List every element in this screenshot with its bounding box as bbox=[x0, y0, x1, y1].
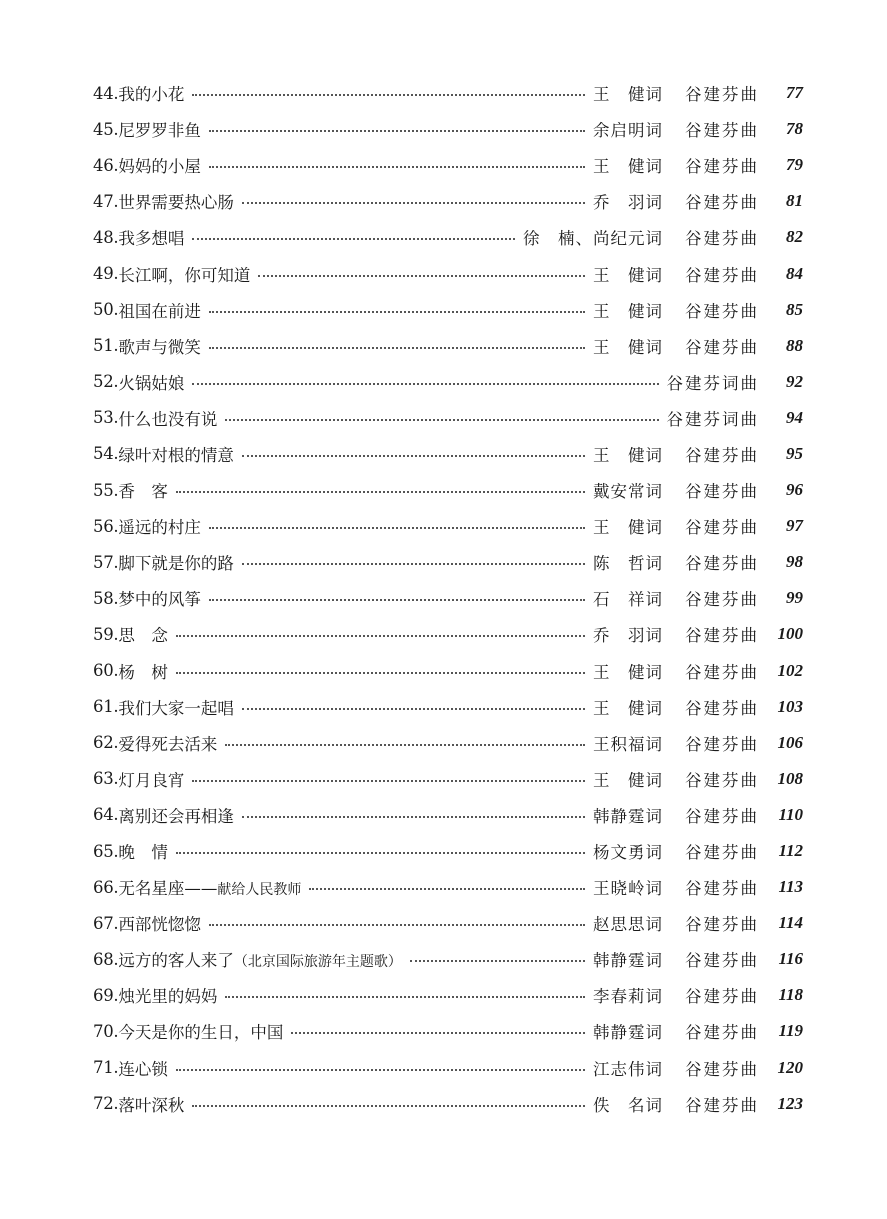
entry-number: 44. bbox=[93, 83, 119, 103]
entry-number: 56. bbox=[93, 516, 119, 536]
song-title bbox=[118, 983, 217, 1007]
lyrics-and-music-credit: 谷建芬词曲 bbox=[666, 409, 759, 429]
composer-credit: 谷建芬曲 bbox=[685, 85, 759, 105]
song-title-text: 今天是你的生日，中国 bbox=[118, 1023, 284, 1043]
song-title bbox=[118, 875, 301, 899]
song-credits bbox=[593, 695, 759, 719]
song-title-text: 我的小花 bbox=[118, 85, 185, 105]
entry-number: 52. bbox=[93, 372, 119, 392]
song-title bbox=[118, 695, 234, 719]
song-title bbox=[118, 153, 201, 177]
toc-entry[interactable] bbox=[93, 689, 803, 725]
song-title-text: 遥远的村庄 bbox=[118, 518, 201, 538]
song-title-text: 远方的客人来了 bbox=[118, 951, 234, 971]
song-title bbox=[118, 731, 217, 755]
dot-leader bbox=[291, 1032, 585, 1034]
toc-entry[interactable] bbox=[93, 797, 803, 833]
song-title-text: 歌声与微笑 bbox=[118, 337, 201, 357]
dot-leader bbox=[192, 780, 585, 782]
dot-leader bbox=[410, 960, 585, 962]
composer-credit: 谷建芬曲 bbox=[685, 626, 759, 646]
song-title bbox=[118, 1019, 283, 1043]
dot-leader bbox=[192, 383, 658, 385]
entry-number: 72. bbox=[93, 1094, 119, 1114]
dot-leader bbox=[176, 491, 585, 493]
song-credits bbox=[593, 189, 759, 213]
song-title bbox=[118, 81, 184, 105]
song-credits bbox=[593, 767, 759, 791]
toc-entry[interactable] bbox=[93, 400, 803, 436]
song-title-text: 妈妈的小屋 bbox=[118, 157, 201, 177]
song-title bbox=[118, 117, 201, 141]
toc-entry[interactable] bbox=[93, 292, 803, 328]
song-credits bbox=[593, 1056, 759, 1080]
song-title-text: 长江啊，你可知道 bbox=[118, 265, 251, 285]
composer-credit: 谷建芬曲 bbox=[685, 843, 759, 863]
dot-leader bbox=[176, 672, 585, 674]
lyricist-credit: 王 健词 bbox=[593, 85, 663, 105]
page-number: 116 bbox=[778, 949, 803, 969]
song-title bbox=[118, 406, 217, 430]
song-title-text: 爱得死去活来 bbox=[118, 734, 218, 754]
toc-entry[interactable] bbox=[93, 725, 803, 761]
lyricist-credit: 陈 哲词 bbox=[593, 554, 663, 574]
entry-number: 69. bbox=[93, 985, 119, 1005]
song-credits bbox=[593, 586, 759, 610]
song-title-text: 梦中的风筝 bbox=[118, 590, 201, 610]
dot-leader bbox=[192, 94, 585, 96]
song-title bbox=[118, 1056, 168, 1080]
song-credits bbox=[593, 875, 759, 899]
song-title bbox=[118, 659, 168, 683]
composer-credit: 谷建芬曲 bbox=[685, 554, 759, 574]
dot-leader bbox=[209, 311, 585, 313]
lyricist-credit: 王 健词 bbox=[593, 698, 663, 718]
entry-number: 59. bbox=[93, 624, 119, 644]
toc-entry[interactable] bbox=[93, 75, 803, 111]
toc-entry[interactable] bbox=[93, 977, 803, 1013]
composer-credit: 谷建芬曲 bbox=[685, 987, 759, 1007]
page-number: 118 bbox=[778, 985, 803, 1005]
toc-entry[interactable] bbox=[93, 616, 803, 652]
lyricist-credit: 王积福词 bbox=[593, 734, 663, 754]
page-number: 102 bbox=[777, 660, 803, 680]
toc-entry[interactable] bbox=[93, 869, 803, 905]
toc-entry[interactable] bbox=[93, 183, 803, 219]
song-subtitle: 献给人民教师 bbox=[217, 882, 302, 899]
toc-entry[interactable] bbox=[93, 364, 803, 400]
entry-number: 60. bbox=[93, 661, 119, 681]
page-number: 97 bbox=[786, 516, 803, 536]
lyricist-credit: 赵思思词 bbox=[593, 915, 663, 935]
page-number: 88 bbox=[786, 335, 803, 355]
song-title-text: 烛光里的妈妈 bbox=[118, 987, 218, 1007]
song-title bbox=[118, 767, 184, 791]
song-credits bbox=[593, 478, 759, 502]
song-title-text: 连心锁 bbox=[118, 1059, 168, 1079]
page-number: 78 bbox=[786, 119, 803, 139]
song-title-text: 思 念 bbox=[118, 626, 168, 646]
composer-credit: 谷建芬曲 bbox=[685, 229, 759, 249]
entry-number: 48. bbox=[93, 227, 119, 247]
song-title-text: 晚 情 bbox=[118, 843, 168, 863]
page-number: 96 bbox=[786, 480, 803, 500]
dot-leader bbox=[242, 455, 585, 457]
composer-credit: 谷建芬曲 bbox=[685, 590, 759, 610]
page-number: 103 bbox=[777, 696, 803, 716]
lyricist-credit: 王 健词 bbox=[593, 662, 663, 682]
composer-credit: 谷建芬曲 bbox=[685, 1095, 759, 1115]
page-number: 94 bbox=[786, 407, 803, 427]
toc-entry[interactable] bbox=[93, 219, 803, 255]
page-number: 81 bbox=[786, 191, 803, 211]
song-title bbox=[118, 262, 250, 286]
song-credits bbox=[593, 947, 759, 971]
entry-number: 46. bbox=[93, 155, 119, 175]
toc-entry[interactable] bbox=[93, 472, 803, 508]
toc-entry[interactable] bbox=[93, 905, 803, 941]
composer-credit: 谷建芬曲 bbox=[685, 734, 759, 754]
entry-number: 58. bbox=[93, 588, 119, 608]
entry-number: 47. bbox=[93, 191, 119, 211]
dot-leader bbox=[225, 419, 658, 421]
composer-credit: 谷建芬曲 bbox=[685, 879, 759, 899]
entry-number: 61. bbox=[93, 697, 119, 717]
dot-leader bbox=[209, 347, 585, 349]
song-credits bbox=[593, 262, 759, 286]
song-credits bbox=[593, 1019, 759, 1043]
entry-number: 70. bbox=[93, 1021, 119, 1041]
song-credits bbox=[593, 659, 759, 683]
song-title bbox=[118, 550, 234, 574]
toc-entry[interactable] bbox=[93, 544, 803, 580]
lyricist-credit: 王 健词 bbox=[593, 445, 663, 465]
page-number: 98 bbox=[786, 552, 803, 572]
toc-entry[interactable] bbox=[93, 941, 803, 977]
song-credits bbox=[593, 803, 759, 827]
composer-credit: 谷建芬曲 bbox=[685, 482, 759, 502]
composer-credit: 谷建芬曲 bbox=[685, 1023, 759, 1043]
song-credits bbox=[593, 911, 759, 935]
song-title-text: 落叶深秋 bbox=[118, 1095, 185, 1115]
song-credits bbox=[593, 550, 759, 574]
page-number: 100 bbox=[777, 624, 803, 644]
dot-leader bbox=[309, 888, 585, 890]
song-credits bbox=[593, 514, 759, 538]
page-number: 82 bbox=[786, 227, 803, 247]
dot-leader bbox=[209, 599, 585, 601]
page-number: 99 bbox=[786, 588, 803, 608]
song-credits bbox=[593, 1092, 759, 1116]
song-credits bbox=[593, 983, 759, 1007]
composer-credit: 谷建芬曲 bbox=[685, 770, 759, 790]
song-title-text: 祖国在前进 bbox=[118, 301, 201, 321]
page-number: 113 bbox=[778, 877, 803, 897]
song-credits bbox=[593, 153, 759, 177]
lyricist-credit: 李春莉词 bbox=[593, 987, 663, 1007]
entry-number: 57. bbox=[93, 552, 119, 572]
table-of-contents bbox=[93, 75, 803, 1122]
song-credits bbox=[593, 442, 759, 466]
dot-leader bbox=[242, 202, 585, 204]
lyricist-credit: 王 健词 bbox=[593, 301, 663, 321]
dot-leader bbox=[209, 130, 585, 132]
composer-credit: 谷建芬曲 bbox=[685, 265, 759, 285]
page-number: 108 bbox=[777, 768, 803, 788]
lyricist-credit: 乔 羽词 bbox=[593, 193, 663, 213]
toc-entry[interactable] bbox=[93, 328, 803, 364]
song-title-text: 什么也没有说 bbox=[118, 409, 218, 429]
lyricist-credit: 佚 名词 bbox=[593, 1095, 663, 1115]
composer-credit: 谷建芬曲 bbox=[685, 662, 759, 682]
entry-number: 45. bbox=[93, 119, 119, 139]
lyricist-credit: 江志伟词 bbox=[593, 1059, 663, 1079]
page-number: 106 bbox=[777, 732, 803, 752]
entry-number: 68. bbox=[93, 949, 119, 969]
song-title-text: 杨 树 bbox=[118, 662, 168, 682]
song-credits bbox=[593, 117, 759, 141]
song-title bbox=[118, 947, 402, 971]
lyricist-credit: 王 健词 bbox=[593, 265, 663, 285]
entry-number: 55. bbox=[93, 480, 119, 500]
song-credits bbox=[593, 731, 759, 755]
song-title-text: 灯月良宵 bbox=[118, 770, 185, 790]
page-number: 110 bbox=[778, 804, 803, 824]
song-title-text: 火锅姑娘 bbox=[118, 373, 185, 393]
entry-number: 49. bbox=[93, 264, 119, 284]
entry-number: 51. bbox=[93, 336, 119, 356]
song-credits bbox=[593, 81, 759, 105]
composer-credit: 谷建芬曲 bbox=[685, 445, 759, 465]
dot-leader bbox=[209, 527, 585, 529]
composer-credit: 谷建芬曲 bbox=[685, 698, 759, 718]
song-title-text: 无名星座—— bbox=[118, 879, 218, 899]
song-credits bbox=[667, 370, 760, 394]
entry-number: 54. bbox=[93, 444, 119, 464]
composer-credit: 谷建芬曲 bbox=[685, 301, 759, 321]
entry-number: 63. bbox=[93, 769, 119, 789]
song-title bbox=[118, 298, 201, 322]
toc-entry[interactable] bbox=[93, 255, 803, 291]
song-title-text: 我们大家一起唱 bbox=[118, 698, 234, 718]
toc-entry[interactable] bbox=[93, 508, 803, 544]
dot-leader bbox=[176, 1069, 585, 1071]
lyricist-credit: 王 健词 bbox=[593, 157, 663, 177]
page-number: 77 bbox=[786, 83, 803, 103]
song-title-text: 西部恍惚惚 bbox=[118, 915, 201, 935]
dot-leader bbox=[225, 744, 585, 746]
dot-leader bbox=[225, 996, 585, 998]
lyricist-credit: 王 健词 bbox=[593, 518, 663, 538]
lyricist-credit: 韩静霆词 bbox=[593, 1023, 663, 1043]
song-title bbox=[118, 911, 201, 935]
entry-number: 67. bbox=[93, 913, 119, 933]
dot-leader bbox=[242, 563, 585, 565]
lyricist-credit: 乔 羽词 bbox=[593, 626, 663, 646]
composer-credit: 谷建芬曲 bbox=[685, 337, 759, 357]
song-title-text: 香 客 bbox=[118, 482, 168, 502]
lyricist-credit: 石 祥词 bbox=[593, 590, 663, 610]
entry-number: 65. bbox=[93, 841, 119, 861]
toc-entry[interactable] bbox=[93, 1013, 803, 1049]
page-number: 92 bbox=[786, 371, 803, 391]
entry-number: 71. bbox=[93, 1058, 119, 1078]
toc-entry[interactable] bbox=[93, 1050, 803, 1086]
toc-entry[interactable] bbox=[93, 436, 803, 472]
song-title-text: 离别还会再相逢 bbox=[118, 806, 234, 826]
lyricist-credit: 王 健词 bbox=[593, 337, 663, 357]
dot-leader bbox=[176, 635, 585, 637]
song-title bbox=[118, 622, 168, 646]
composer-credit: 谷建芬曲 bbox=[685, 121, 759, 141]
dot-leader bbox=[192, 238, 515, 240]
dot-leader bbox=[258, 275, 585, 277]
song-title bbox=[118, 189, 234, 213]
song-title-text: 尼罗罗非鱼 bbox=[118, 121, 201, 141]
composer-credit: 谷建芬曲 bbox=[685, 951, 759, 971]
song-title-text: 我多想唱 bbox=[118, 229, 185, 249]
page-number: 95 bbox=[786, 443, 803, 463]
toc-entry[interactable] bbox=[93, 761, 803, 797]
song-title-text: 世界需要热心肠 bbox=[118, 193, 234, 213]
page-number: 120 bbox=[777, 1057, 803, 1077]
toc-entry[interactable] bbox=[93, 653, 803, 689]
entry-number: 53. bbox=[93, 408, 119, 428]
dot-leader bbox=[192, 1105, 585, 1107]
dot-leader bbox=[209, 166, 585, 168]
dot-leader bbox=[209, 924, 585, 926]
page-number: 85 bbox=[786, 299, 803, 319]
composer-credit: 谷建芬曲 bbox=[685, 806, 759, 826]
dot-leader bbox=[242, 708, 585, 710]
song-credits bbox=[593, 298, 759, 322]
toc-entry[interactable] bbox=[93, 1086, 803, 1122]
song-title-text: 脚下就是你的路 bbox=[118, 554, 234, 574]
song-subtitle: （北京国际旅游年主题歌） bbox=[233, 954, 402, 971]
dot-leader bbox=[242, 816, 585, 818]
lyricist-credit: 韩静霆词 bbox=[593, 951, 663, 971]
song-credits bbox=[523, 225, 759, 249]
entry-number: 64. bbox=[93, 805, 119, 825]
page-number: 123 bbox=[777, 1093, 803, 1113]
song-title bbox=[118, 514, 201, 538]
lyricist-credit: 王 健词 bbox=[593, 770, 663, 790]
page-number: 114 bbox=[778, 913, 803, 933]
song-credits bbox=[593, 622, 759, 646]
song-credits bbox=[593, 839, 759, 863]
composer-credit: 谷建芬曲 bbox=[685, 915, 759, 935]
entry-number: 50. bbox=[93, 300, 119, 320]
page-number: 79 bbox=[786, 155, 803, 175]
dot-leader bbox=[176, 852, 585, 854]
toc-entry[interactable] bbox=[93, 580, 803, 616]
song-title bbox=[118, 442, 234, 466]
toc-entry[interactable] bbox=[93, 147, 803, 183]
composer-credit: 谷建芬曲 bbox=[685, 193, 759, 213]
page-number: 112 bbox=[778, 841, 803, 861]
song-title bbox=[118, 586, 201, 610]
composer-credit: 谷建芬曲 bbox=[685, 1059, 759, 1079]
lyricist-credit: 戴安常词 bbox=[593, 482, 663, 502]
composer-credit: 谷建芬曲 bbox=[685, 518, 759, 538]
lyricist-credit: 韩静霆词 bbox=[593, 806, 663, 826]
lyricist-credit: 杨文勇词 bbox=[593, 843, 663, 863]
song-credits bbox=[667, 406, 760, 430]
song-credits bbox=[593, 334, 759, 358]
song-title bbox=[118, 803, 234, 827]
lyricist-credit: 徐 楠、尚纪元词 bbox=[523, 229, 663, 249]
page-number: 84 bbox=[786, 263, 803, 283]
song-title-text: 绿叶对根的情意 bbox=[118, 445, 234, 465]
composer-credit: 谷建芬曲 bbox=[685, 157, 759, 177]
lyricist-credit: 余启明词 bbox=[593, 121, 663, 141]
song-title bbox=[118, 334, 201, 358]
lyricist-credit: 王晓岭词 bbox=[593, 879, 663, 899]
entry-number: 62. bbox=[93, 733, 119, 753]
page-number: 119 bbox=[778, 1021, 803, 1041]
entry-number: 66. bbox=[93, 877, 119, 897]
song-title bbox=[118, 225, 184, 249]
toc-entry[interactable] bbox=[93, 833, 803, 869]
lyrics-and-music-credit: 谷建芬词曲 bbox=[666, 373, 759, 393]
song-title bbox=[118, 370, 184, 394]
song-title bbox=[118, 1092, 184, 1116]
toc-entry[interactable] bbox=[93, 111, 803, 147]
song-title bbox=[118, 839, 168, 863]
song-title bbox=[118, 478, 168, 502]
